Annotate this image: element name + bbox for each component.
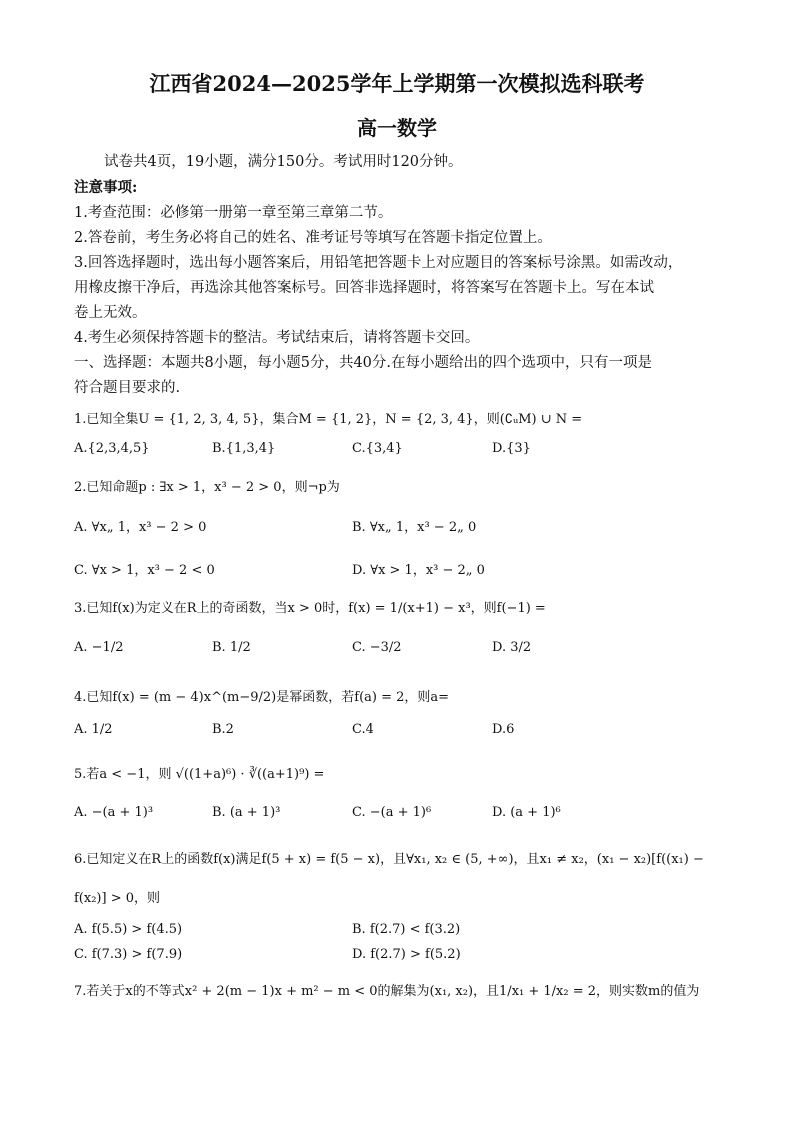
option-a: A. 1/2 [74, 722, 113, 737]
exam-title: 江西省2024—2025学年上学期第一次模拟选科联考 [149, 71, 645, 96]
option-c: C.{3,4} [352, 441, 403, 456]
question-stem: 2.已知命题p : ∃x > 1，x³ − 2 > 0，则¬p为 [74, 480, 340, 495]
option-b: B. 1/2 [212, 640, 251, 655]
note-item: 卷上无效。 [74, 305, 147, 321]
option-d: D. ∀x > 1，x³ − 2„ 0 [352, 563, 485, 578]
option-c: C. −3/2 [352, 640, 402, 655]
note-item: 用橡皮擦干净后，再选涂其他答案标号。回答非选择题时，将答案写在答题卡上。写在本试 [74, 280, 654, 296]
option-a: A. ∀x„ 1，x³ − 2 > 0 [74, 520, 207, 535]
option-c: C.4 [352, 722, 374, 737]
option-b: B. ∀x„ 1，x³ − 2„ 0 [352, 520, 477, 535]
section-heading: 一、选择题：本题共8小题，每小题5分，共40分.在每小题给出的四个选项中，只有一项是 [74, 355, 653, 371]
option-a: A. f(5.5) > f(4.5) [74, 922, 183, 937]
note-item: 2.答卷前，考生务必将自己的姓名、准考证号等填写在答题卡指定位置上。 [74, 230, 552, 246]
option-b: B.{1,3,4} [212, 441, 276, 456]
option-d: D. (a + 1)⁶ [492, 805, 561, 820]
section-heading-cont: 符合题目要求的. [74, 380, 181, 396]
note-item: 3.回答选择题时，选出每小题答案后，用铅笔把答题卡上对应题目的答案标号涂黑。如需改动， [74, 255, 683, 271]
option-c: C. f(7.3) > f(7.9) [74, 947, 183, 962]
question-stem: 3.已知f(x)为定义在R上的奇函数，当x > 0时，f(x) = 1/(x+1) − x³，则f(−1) = [74, 601, 546, 616]
exam-intro: 试卷共4页，19小题，满分150分。考试用时120分钟。 [104, 154, 463, 170]
note-item: 1.考查范围：必修第一册第一章至第三章第二节。 [74, 205, 393, 221]
notes-heading: 注意事项: [74, 179, 138, 196]
question-stem: 1.已知全集U = {1, 2, 3, 4, 5}，集合M = {1, 2}，N = {2, 3, 4}，则(∁ᵤM) ∪ N = [74, 412, 583, 427]
subject-title: 高一数学 [357, 116, 437, 140]
option-b: B.2 [212, 722, 234, 737]
option-b: B. (a + 1)³ [212, 805, 281, 820]
option-b: B. f(2.7) < f(3.2) [352, 922, 461, 937]
option-d: D. 3/2 [492, 640, 532, 655]
question-stem: 6.已知定义在R上的函数f(x)满足f(5 + x) = f(5 − x)，且∀x₁, x₂ ∈ (5, +∞)，且x₁ ≠ x₂，(x₁ − x₂)[f((x₁) − [74, 852, 704, 867]
question-stem-cont: f(x₂)] > 0，则 [74, 891, 160, 906]
option-d: D. f(2.7) > f(5.2) [352, 947, 461, 962]
option-a: A. −(a + 1)³ [74, 805, 154, 820]
option-d: D.6 [492, 722, 515, 737]
question-stem: 4.已知f(x) = (m − 4)x^(m−9/2)是幂函数，若f(a) = 2，则a= [74, 690, 450, 705]
option-c: C. ∀x > 1，x³ − 2 < 0 [74, 563, 215, 578]
option-c: C. −(a + 1)⁶ [352, 805, 432, 820]
option-d: D.{3} [492, 441, 531, 456]
option-a: A. −1/2 [74, 640, 124, 655]
option-a: A.{2,3,4,5} [74, 441, 150, 456]
note-item: 4.考生必须保持答题卡的整洁。考试结束后，请将答题卡交回。 [74, 330, 480, 346]
question-stem: 7.若关于x的不等式x² + 2(m − 1)x + m² − m < 0的解集为(x₁, x₂)，且1/x₁ + 1/x₂ = 2，则实数m的值为 [74, 984, 700, 999]
question-stem: 5.若a < −1，则 √((1+a)⁶) · ∛((a+1)⁹) = [74, 767, 325, 782]
